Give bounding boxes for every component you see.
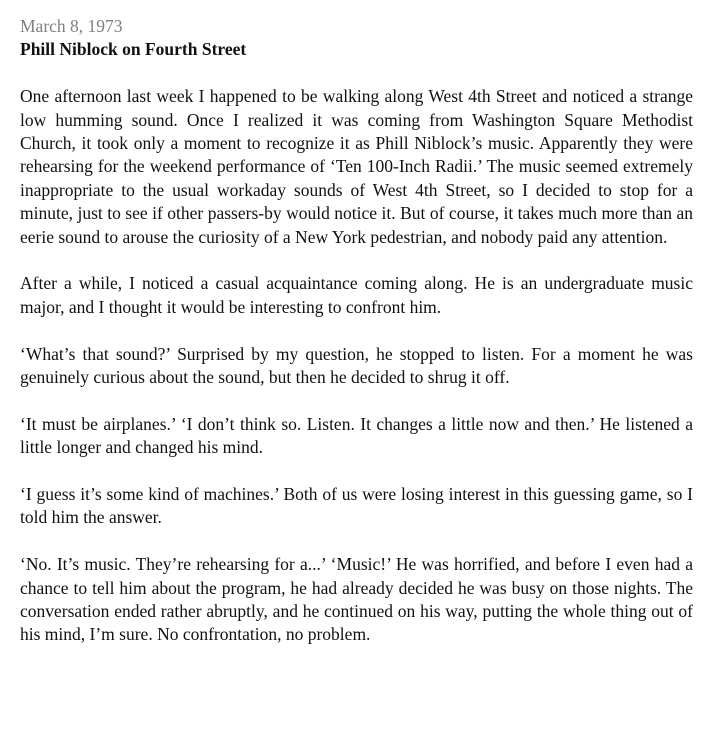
paragraph-3: ‘What’s that sound?’ Surprised by my question, he stopped to listen. For a moment he was genuinely curious about the sound, but then he decided to shrug it off. xyxy=(20,343,693,388)
paragraph-5: ‘I guess it’s some kind of machines.’ Both of us were losing interest in this guessing game, so I told him the answer. xyxy=(20,484,693,528)
paragraph-1: One afternoon last week I happened to be walking along West 4th Street and noticed a strange low humming sound. Once I realized it was coming from Washington Square Methodist Church, it took only a moment to recognize it as Phill Niblock’s music. Apparently they were rehearsing for the weekend performance of ‘Ten 100-Inch Radii.’ The music seemed extremely inappropriate to the usual workaday sounds of West 4th Street, so I decided to stop for a minute, just to see if other passers-by would notice it. But of course, it takes much more than an eerie sound to arouse the curiosity of a New York pedestrian, and nobody paid any attention. xyxy=(20,86,693,247)
paragraph-2: After a while, I noticed a casual acquaintance coming along. He is an undergraduate music major, and I thought it would be interesting to confront him. xyxy=(20,273,693,317)
article-date: March 8, 1973 xyxy=(20,16,123,36)
article-title: Phill Niblock on Fourth Street xyxy=(20,39,247,60)
paragraph-4: ‘It must be airplanes.’ ‘I don’t think so. Listen. It changes a little now and then.’ He listened a little longer and changed his mind. xyxy=(20,413,693,458)
article xyxy=(20,15,693,670)
paragraph-6: ‘No. It’s music. They’re rehearsing for a...’ ‘Music!’ He was horrified, and before I even had a chance to tell him about the program, he had already decided he was busy on those nights. The conversation ended rather abruptly, and he continued on his way, putting the whole thing out of his mind, I’m sure. No confrontation, no problem. xyxy=(20,554,693,645)
article-body xyxy=(20,85,693,647)
